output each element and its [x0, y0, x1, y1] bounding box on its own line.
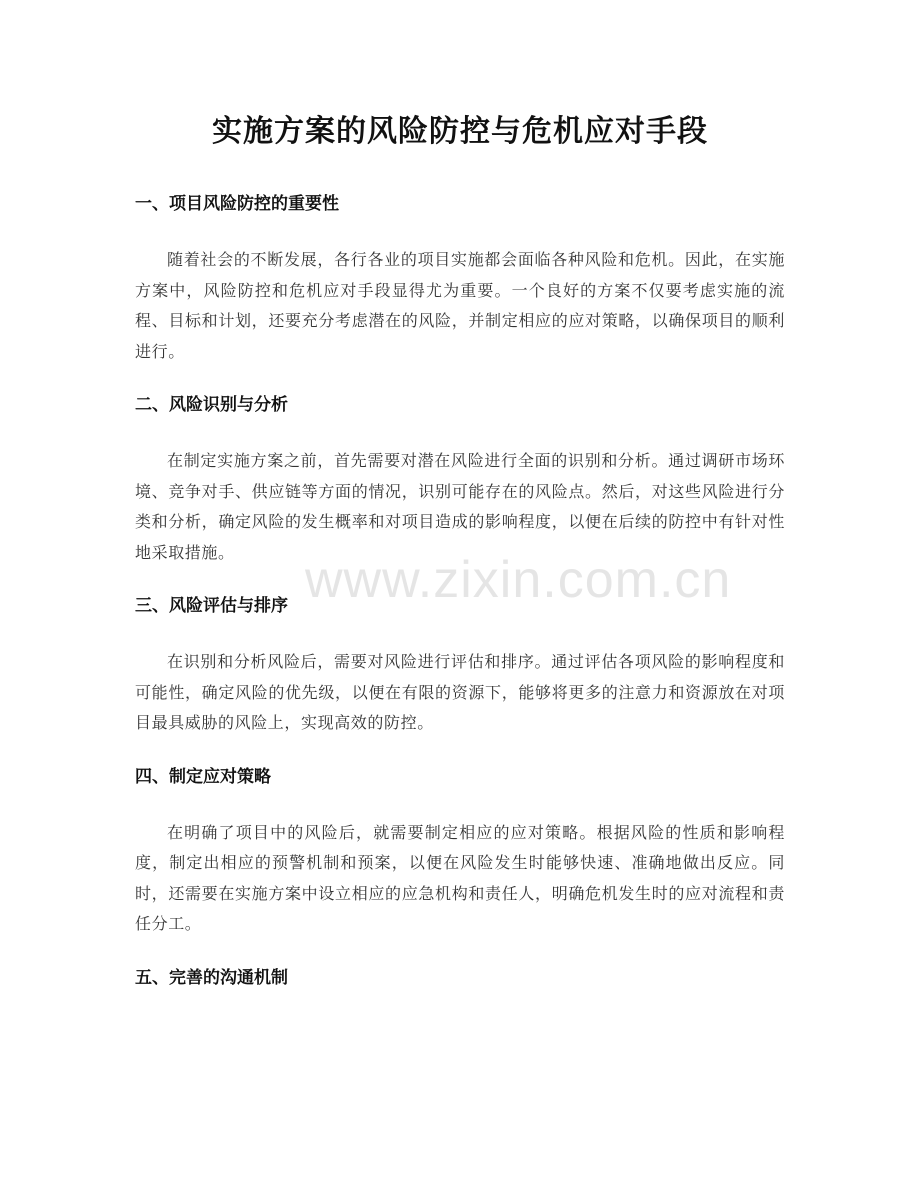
section-paragraph: 在制定实施方案之前，首先需要对潜在风险进行全面的识别和分析。通过调研市场环境、竞争对手、供应链等方面的情况，识别可能存在的风险点。然后，对这些风险进行分类和分析，确定风险的发生概率和对项目造成的影响程度，以便在后续的防控中有针对性地采取措施。: [135, 451, 785, 562]
section-importance: [135, 192, 785, 367]
section-heading: 三、风险评估与排序: [135, 596, 288, 616]
section-heading: 四、制定应对策略: [135, 766, 271, 787]
section-paragraph: 在明确了项目中的风险后，就需要制定相应的应对策略。根据风险的性质和影响程度，制定出相应的预警机制和预案，以便在风险发生时能够快速、准确地做出反应。同时，还需要在实施方案中设立相应的应急机构和责任人，明确危机发生时的应对流程和责任分工。: [135, 822, 785, 933]
section-risk-identification: [135, 393, 785, 568]
section-paragraph: 随着社会的不断发展，各行各业的项目实施都会面临各种风险和危机。因此，在实施方案中，风险防控和危机应对手段显得尤为重要。一个良好的方案不仅要考虑实施的流程、目标和计划，还要充分考虑潜在的风险，并制定相应的应对策略，以确保项目的顺利进行。: [135, 250, 785, 361]
section-heading: 一、项目风险防控的重要性: [135, 194, 339, 214]
section-response-strategy: [135, 765, 785, 940]
section-paragraph: 在识别和分析风险后，需要对风险进行评估和排序。通过评估各项风险的影响程度和可能性，确定风险的优先级，以便在有限的资源下，能够将更多的注意力和资源放在对项目最具威胁的风险上，实现高效的防控。: [135, 652, 785, 732]
section-heading: 二、风险识别与分析: [135, 395, 288, 415]
section-risk-assessment: [135, 594, 785, 739]
page-title: 实施方案的风险防控与危机应对手段: [212, 114, 708, 149]
section-heading: 五、完善的沟通机制: [135, 967, 288, 988]
watermark: www.zixin.com.cn: [305, 551, 732, 609]
section-communication: [135, 966, 785, 990]
